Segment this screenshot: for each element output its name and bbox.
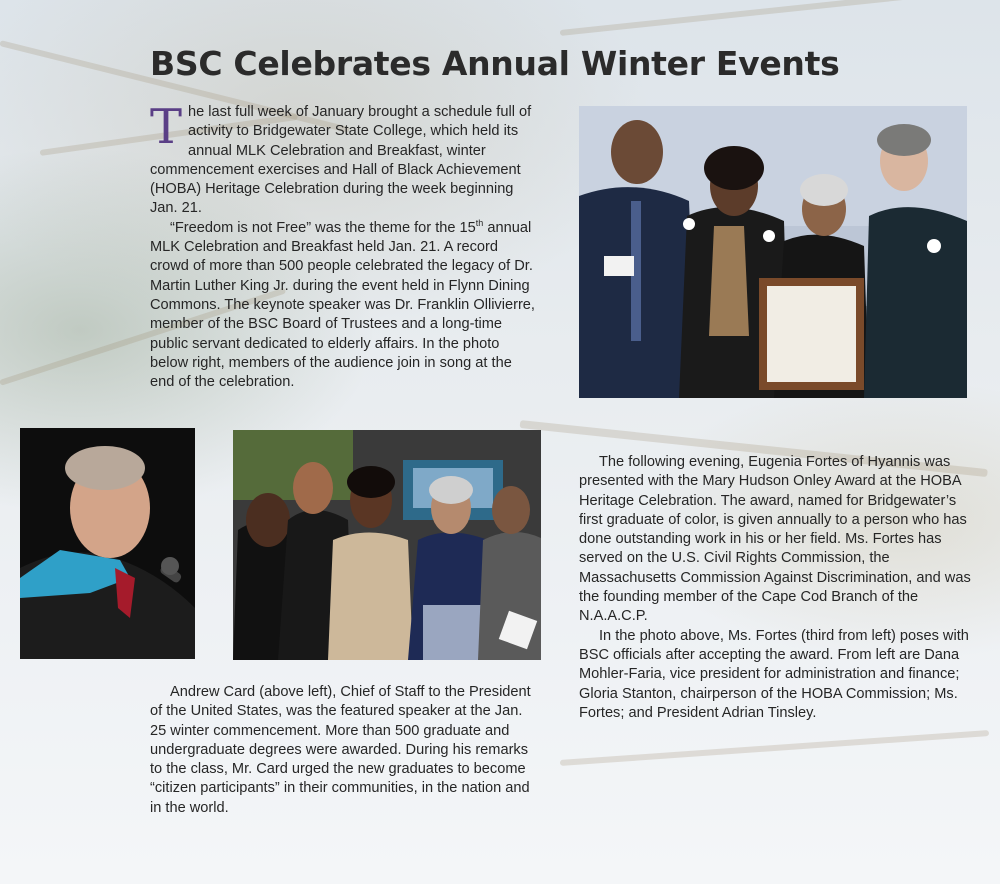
audience-singing-photo [233, 430, 541, 660]
photo-caption-paragraph: In the photo above, Ms. Fortes (third from left) poses with BSC officials after accepting the award. From left are Dana Mohler-Faria, vice president for administration and finance; Gloria Stanton, chairperson of the HOBA Commission; Ms. Fortes; and President Adrian Tinsley. [579, 627, 969, 721]
commencement-paragraph: Andrew Card (above left), Chief of Staff to the President of the United States, was the featured speaker at the Jan. 25 winter commencement. More than 500 graduate and undergraduate degrees were awarded. During his remarks to the class, Mr. Card urged the new graduates to become “citizen participants” in their communities, in the nation and in the world. [150, 684, 531, 816]
intro-text: he last full week of January brought a schedule full of activity to Bridgewater State College, which held its annual MLK Celebration and Breakfast, winter commencement exercises and Hall of Black Achievement (HOBA) Heritage Celebration during the week beginning Jan. 21. [150, 104, 532, 217]
drop-cap: T [150, 99, 183, 155]
mlk-text-a: “Freedom is not Free” was the theme for the 15 [170, 219, 476, 236]
mlk-text-b: annual MLK Celebration and Breakfast held Jan. 21. A record crowd of more than 500 people celebrated the legacy of Dr. Martin Luther King Jr. during the event held in Flynn Dining Commons. The keynote speaker was Dr. Franklin Ollivierre, member of the BSC Board of Trustees and a long-time public servant dedicated to elderly affairs. In the photo below right, members of the audience join in song at the end of the celebration. [150, 219, 535, 391]
intro-paragraph [150, 99, 536, 219]
intro-column [150, 99, 536, 392]
page-title: BSC Celebrates Annual Winter Events [150, 44, 840, 83]
award-photo [579, 106, 967, 398]
hoba-paragraph: The following evening, Eugenia Fortes of Hyannis was presented with the Mary Hudson Onley Award at the HOBA Heritage Celebration. The award, named for Bridgewater’s first graduate of color, is given annually to a person who has done outstanding work in his or her field. Ms. Fortes has served on the U.S. Civil Rights Commission, the Massachusetts Commission Against Discrimination, and was the founding member of the Cape Cod Branch of the N.A.A.C.P. [579, 454, 971, 625]
commencement-column [150, 683, 540, 818]
commencement-speaker-photo [20, 428, 195, 659]
hoba-column [579, 453, 971, 723]
ordinal-suffix: th [475, 217, 484, 228]
mlk-paragraph [150, 219, 536, 393]
